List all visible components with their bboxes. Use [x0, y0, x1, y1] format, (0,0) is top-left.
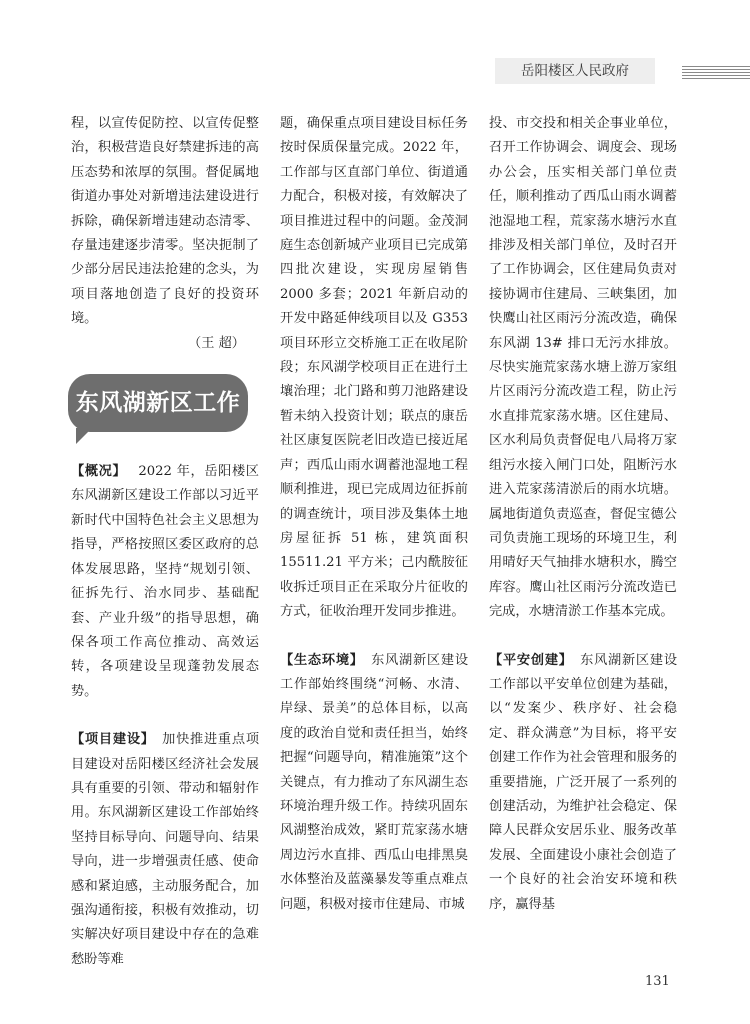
column-3: [489, 112, 677, 917]
section-title: 东风湖新区工作: [75, 390, 241, 417]
page-number: 131: [645, 974, 670, 989]
overview-paragraph: [71, 460, 259, 704]
safety-tag: 【平安创建】: [489, 652, 567, 668]
header-decorative-lines: [682, 66, 750, 80]
badge-tail: [76, 428, 92, 444]
project-paragraph: [71, 728, 259, 972]
project-continued-paragraph: 题，确保重点项目建设目标任务按时保质保量完成。2022 年，工作部与区直部门单位、街道通力配合，积极对接，有效解决了项目推进过程中的问题。金茂洞庭生态创新城产业项目已完成第四批次建设，实现房屋销售 2000 多套；2021 年新启动的开发中路延伸线项目以及 G353 项目环形立交桥施工正在收尾阶段；东风湖学校项目正在进行土壤治理；北门路和剪刀池路建设暂未纳入投资计划；联点的康岳社区康复医院老旧改造已接近尾声；西瓜山雨水调蓄池湿地工程顺利推进，现已完成周边征拆前的调查统计，项目涉及集体土地房屋征拆 51 栋，建筑面积 15511.21 平方米；己内酰胺征收拆迁项目正在采取分片征收的方式，征收治理开发同步推进。: [280, 116, 468, 620]
header-title: 岳阳楼区人民政府: [495, 58, 655, 84]
eco-text: 东风湖新区建设工作部始终围绕“河畅、水清、岸绿、景美”的总体目标，以高度的政治自觉和责任担当，始终把握“问题导向，精准施策”这个关键点，有力推动了东风湖生态环境治理升级工作。持续巩固东风湖整治成效，紧盯荒家荡水塘周边污水直排、西瓜山电排黑臭水体整治及蓝藻暴发等重点难点问题，积极对接市住建局、市城: [280, 652, 469, 912]
intro-paragraph: 程，以宣传促防控、以宣传促整治，积极营造良好禁建拆违的高压态势和浓厚的氛围。督促属地街道办事处对新增违法建设进行拆除，确保新增违建动态清零、存量违建逐步清零。坚决扼制了少部分居民违法抢建的念头，为项目落地创造了良好的投资环境。: [71, 116, 259, 327]
section-title-badge: [68, 374, 248, 432]
safety-text: 东风湖新区建设工作部以平安单位创建为基础，以“发案少、秩序好、社会稳定、群众满意”为目标，将平安创建工作作为社会管理和服务的重要措施，广泛开展了一系列的创建活动，为维护社会稳定、保障人民群众安居乐业、服务改革发展、全面建设小康社会创造了一个良好的社会治安环境和秩序，赢得基: [489, 652, 678, 912]
column-2: [280, 112, 468, 917]
eco-paragraph: [280, 649, 468, 917]
project-text: 加快推进重点项目建设对岳阳楼区经济社会发展具有重要的引领、带动和辐射作用。东风湖新区建设工作部始终坚持目标导向、问题导向、结果导向，进一步增强责任感、使命感和紧迫感，主动服务配合，加强沟通衔接，积极有效推动，切实解决好项目建设中存在的急难愁盼等难: [71, 732, 260, 967]
column-1: [71, 112, 259, 972]
safety-paragraph: [489, 649, 677, 917]
project-tag: 【项目建设】: [71, 732, 149, 748]
eco-tag: 【生态环境】: [280, 652, 358, 668]
eco-continued-paragraph: 投、市交投和相关企事业单位，召开工作协调会、调度会、现场办公会，压实相关部门单位责任，顺利推动了西瓜山雨水调蓄池湿地工程，荒家荡水塘污水直排涉及相关部门单位，及时召开了工作协调会，区住建局负责对接协调市住建局、三峡集团，加快鹰山社区雨污分流改造，确保东风湖 13# 排口无污水排放。尽快实施荒家荡水塘上游万家组片区雨污分流改造工程，防止污水直排荒家荡水塘。区住建局、区水利局负责督促电八局将万家组污水接入闸门口处，阻断污水进入荒家荡清淤后的雨水坑塘。属地街道负责巡查，督促宝德公司负责施工现场的环境卫生，利用晴好天气抽排水塘积水，腾空库容。鹰山社区雨污分流改造已完成，水塘清淤工作基本完成。: [489, 116, 677, 620]
author-signature: （王 超）: [188, 335, 245, 351]
overview-tag: 【概况】: [71, 464, 120, 480]
overview-text: 2022 年，岳阳楼区东风湖新区建设工作部以习近平新时代中国特色社会主义思想为指导，严格按照区委区政府的总体发展思路，坚持“规划引领、征拆先行、治水同步、基础配套、产业升级”的指导思想，确保各项工作高位推动、高效运转，各项建设呈现蓬勃发展态势。: [71, 464, 259, 699]
